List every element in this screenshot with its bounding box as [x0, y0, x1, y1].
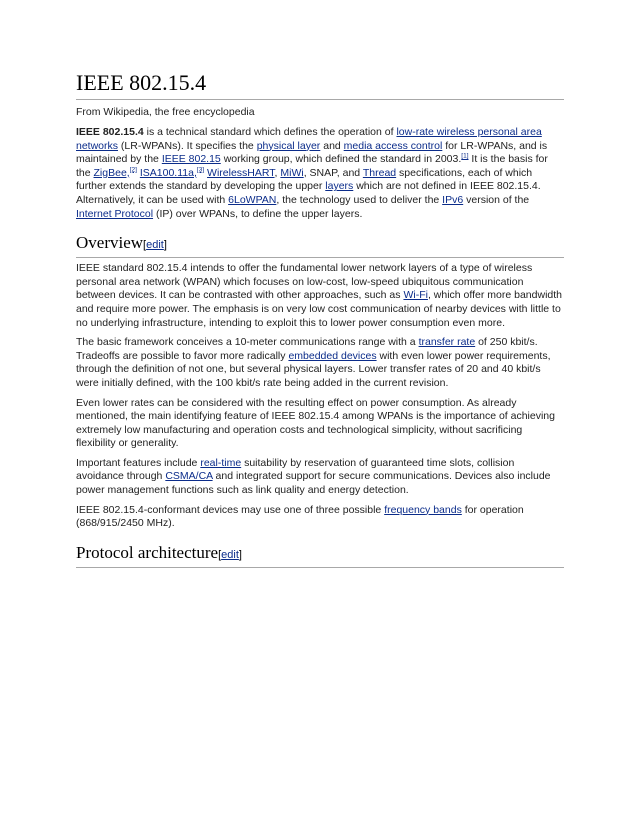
- intro-text: specifications, each of which further extends the standard by developing the upper: [76, 166, 533, 193]
- link-zigbee[interactable]: ZigBee,: [93, 166, 130, 179]
- overview-paragraph-5: [76, 504, 564, 531]
- link-ieee-802-15[interactable]: IEEE 802.15: [161, 153, 221, 166]
- intro-text: version of the: [463, 193, 530, 206]
- edit-section-link: [edit]: [143, 239, 167, 252]
- paragraph-text: , which offer more bandwidth and require more power. The emphasis is on very low cost communication of nearby devices with little to no underlying infrastructure, intending to exploit this to lower power consumption even more.: [76, 289, 562, 329]
- intro-text: ,: [274, 166, 281, 179]
- link-transfer-rate[interactable]: transfer rate: [418, 336, 476, 349]
- overview-paragraph-4: [76, 457, 564, 498]
- link-physical-layer[interactable]: physical layer: [256, 139, 321, 152]
- paragraph-text: for operation (868/915/2450 MHz).: [76, 503, 524, 530]
- link-isa100[interactable]: ISA100.11a,: [139, 166, 197, 179]
- section-divider: [76, 567, 564, 568]
- link-lr-wpan[interactable]: low-rate wireless personal area networks: [76, 126, 542, 152]
- intro-paragraph: [76, 126, 564, 221]
- citation-3[interactable]: [3]: [196, 166, 205, 174]
- intro-text: (LR-WPANs). It specifies the: [118, 139, 257, 152]
- section-title: Overview: [76, 233, 144, 253]
- paragraph-text: IEEE 802.15.4-conformant devices may use one of three possible: [76, 503, 385, 516]
- overview-paragraph-2: [76, 336, 564, 390]
- overview-paragraph-1: [76, 262, 564, 330]
- link-wifi[interactable]: Wi-Fi: [403, 289, 428, 302]
- intro-text: which are not defined in IEEE 802.15.4. Alternatively, it can be used with: [76, 180, 541, 206]
- intro-text: for LR-WPANs, and is maintained by the: [76, 139, 548, 166]
- intro-text: , the technology used to deliver the: [276, 193, 443, 206]
- edit-link-protocol[interactable]: edit: [221, 548, 239, 561]
- section-title: Protocol architecture: [76, 542, 219, 562]
- link-6lowpan[interactable]: 6LoWPAN: [228, 193, 277, 206]
- page-subtitle: From Wikipedia, the free encyclopedia: [76, 106, 255, 118]
- link-miwi[interactable]: MiWi: [280, 166, 304, 179]
- overview-paragraph-3: Even lower rates can be considered with the resulting effect on power consumption. As already mentioned, the main identifying feature of IEEE 802.15.4 among WPANs is the importance of achieving extremely low manufacturing and operation costs and technological simplicity, without sacrificing flexibility or generality.: [76, 396, 555, 450]
- title-divider: [76, 99, 564, 100]
- paragraph-text: The basic framework conceives a 10-meter communications range with a: [76, 336, 419, 349]
- link-media-access-control[interactable]: media access control: [343, 139, 443, 152]
- paragraph-text: Important features include: [76, 456, 201, 469]
- link-thread[interactable]: Thread: [362, 166, 397, 179]
- link-csma-ca[interactable]: CSMA/CA: [165, 470, 213, 483]
- section-heading-overview: [76, 233, 564, 255]
- intro-text: (IP) over WPANs, to define the upper layers.: [153, 207, 363, 220]
- link-frequency-bands[interactable]: frequency bands: [384, 503, 462, 516]
- link-embedded-devices[interactable]: embedded devices: [288, 349, 377, 362]
- edit-section-link: [edit]: [218, 548, 242, 561]
- paragraph-text: suitability by reservation of guaranteed time slots, collision avoidance through: [76, 456, 515, 483]
- intro-text: working group, which defined the standard in 2003.: [220, 153, 462, 166]
- intro-text: It is the basis for the: [76, 153, 548, 179]
- link-ipv6[interactable]: IPv6: [442, 193, 464, 206]
- intro-text: and: [320, 139, 344, 152]
- paragraph-text: of 250 kbit/s. Tradeoffs are possible to favor more radically: [76, 336, 538, 362]
- link-real-time[interactable]: real-time: [200, 456, 242, 469]
- section-heading-protocol-architecture: [76, 543, 564, 565]
- article: [76, 70, 564, 572]
- intro-bold-term: IEEE 802.15.4: [76, 126, 144, 138]
- section-divider: [76, 257, 564, 258]
- link-layers[interactable]: layers: [325, 180, 354, 193]
- intro-text: , SNAP, and: [303, 166, 363, 179]
- paragraph-text: with even lower power requirements, through the definition of not one, but several physical layers. Lower transfer rates of 20 and 40 kbit/s were initially defined, with the 100 kbit/s rate being added in the current revision.: [76, 349, 551, 389]
- link-wirelesshart[interactable]: WirelessHART: [207, 166, 275, 179]
- edit-link-overview[interactable]: edit: [146, 239, 164, 252]
- citation-2[interactable]: [2]: [129, 166, 137, 174]
- paragraph-text: IEEE standard 802.15.4 intends to offer the fundamental lower network layers of a type of wireless personal area network (WPAN) which focuses on low-cost, low-speed ubiquitous communication between devices. It can be contrasted with other approaches, such as: [76, 262, 533, 302]
- citation-1[interactable]: [1]: [461, 152, 469, 160]
- link-internet-protocol[interactable]: Internet Protocol: [76, 207, 154, 220]
- page-title: IEEE 802.15.4: [76, 70, 207, 95]
- intro-text: is a technical standard which defines the operation of: [143, 126, 397, 138]
- paragraph-text: and integrated support for secure communications. Devices also include power management functions such as link quality and energy detection.: [76, 470, 551, 497]
